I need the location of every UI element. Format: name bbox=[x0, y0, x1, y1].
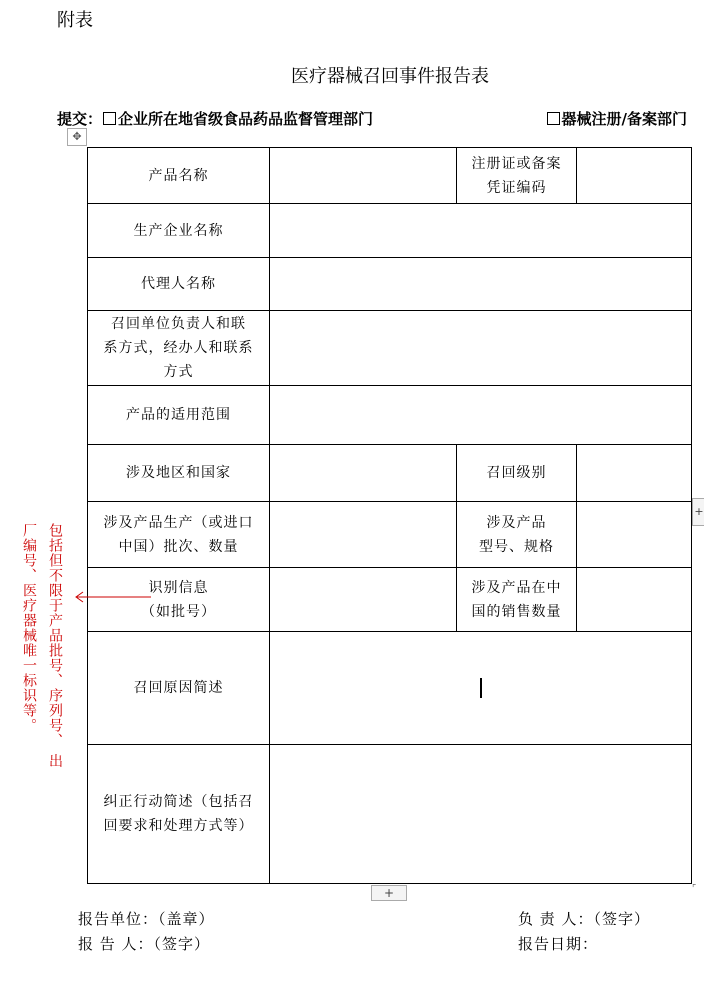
reason-value[interactable] bbox=[270, 632, 692, 745]
recall-level-label: 召回级别 bbox=[457, 445, 577, 502]
table-resize-icon[interactable]: ⌜ bbox=[692, 884, 697, 894]
provincial-checkbox[interactable] bbox=[103, 112, 116, 125]
reason-label: 召回原因简述 bbox=[88, 632, 270, 745]
table-row bbox=[88, 258, 692, 311]
table-row bbox=[88, 632, 692, 745]
annotation-note bbox=[16, 523, 68, 783]
regions-label: 涉及地区和国家 bbox=[88, 445, 270, 502]
manufacturer-value[interactable] bbox=[270, 204, 692, 258]
table-row bbox=[88, 445, 692, 502]
recall-report-table bbox=[87, 147, 692, 884]
responsible-signature: 负 责 人：（签字） bbox=[518, 910, 651, 928]
id-info-label: 识别信息 （如批号） bbox=[88, 568, 270, 632]
annotation-line-2: 出厂编号、医疗器械唯一标识等。 bbox=[21, 523, 63, 769]
provincial-option-label: 企业所在地省级食品药品监督管理部门 bbox=[118, 110, 374, 128]
registration-option-label: 器械注册/备案部门 bbox=[561, 110, 687, 128]
report-date: 报告日期： bbox=[518, 935, 599, 953]
registration-option bbox=[546, 108, 687, 129]
sales-label: 涉及产品在中 国的销售数量 bbox=[457, 568, 577, 632]
product-name-value[interactable] bbox=[270, 148, 457, 204]
annotation-arrow-icon bbox=[73, 590, 151, 604]
recall-contact-value[interactable] bbox=[270, 311, 692, 386]
reg-cert-label: 注册证或备案 凭证编码 bbox=[457, 148, 577, 204]
model-value[interactable] bbox=[577, 502, 692, 568]
submit-prefix: 提交： bbox=[57, 110, 103, 128]
agent-label: 代理人名称 bbox=[88, 258, 270, 311]
sales-value[interactable] bbox=[577, 568, 692, 632]
table-row bbox=[88, 568, 692, 632]
table-row bbox=[88, 204, 692, 258]
corrective-label: 纠正行动简述（包括召 回要求和处理方式等） bbox=[88, 745, 270, 884]
reporter-signature: 报 告 人：（签字） bbox=[78, 935, 211, 953]
batch-value[interactable] bbox=[270, 502, 457, 568]
scope-value[interactable] bbox=[270, 386, 692, 445]
scope-label: 产品的适用范围 bbox=[88, 386, 270, 445]
submit-line bbox=[57, 108, 373, 129]
table-row bbox=[88, 148, 692, 204]
text-cursor bbox=[480, 678, 482, 698]
registration-checkbox[interactable] bbox=[547, 112, 560, 125]
id-info-value[interactable] bbox=[270, 568, 457, 632]
annotation-line-1: 包括但不限于产品批号、序列号、 bbox=[47, 523, 63, 748]
table-row bbox=[88, 386, 692, 445]
add-column-button[interactable]: + bbox=[692, 498, 704, 526]
regions-value[interactable] bbox=[270, 445, 457, 502]
table-row bbox=[88, 311, 692, 386]
page-title: 医疗器械召回事件报告表 bbox=[291, 66, 489, 87]
report-unit-signature: 报告单位：（盖章） bbox=[78, 910, 215, 928]
model-label: 涉及产品 型号、规格 bbox=[457, 502, 577, 568]
batch-label: 涉及产品生产（或进口 中国）批次、数量 bbox=[88, 502, 270, 568]
recall-level-value[interactable] bbox=[577, 445, 692, 502]
agent-value[interactable] bbox=[270, 258, 692, 311]
product-name-label: 产品名称 bbox=[88, 148, 270, 204]
manufacturer-label: 生产企业名称 bbox=[88, 204, 270, 258]
table-move-icon[interactable]: ✥ bbox=[67, 128, 87, 146]
reg-cert-value[interactable] bbox=[577, 148, 692, 204]
corrective-value[interactable] bbox=[270, 745, 692, 884]
table-row bbox=[88, 502, 692, 568]
appendix-label: 附表 bbox=[57, 10, 93, 31]
table-row bbox=[88, 745, 692, 884]
add-row-button[interactable]: + bbox=[371, 885, 407, 901]
recall-contact-label: 召回单位负责人和联 系方式，经办人和联系 方式 bbox=[88, 311, 270, 386]
